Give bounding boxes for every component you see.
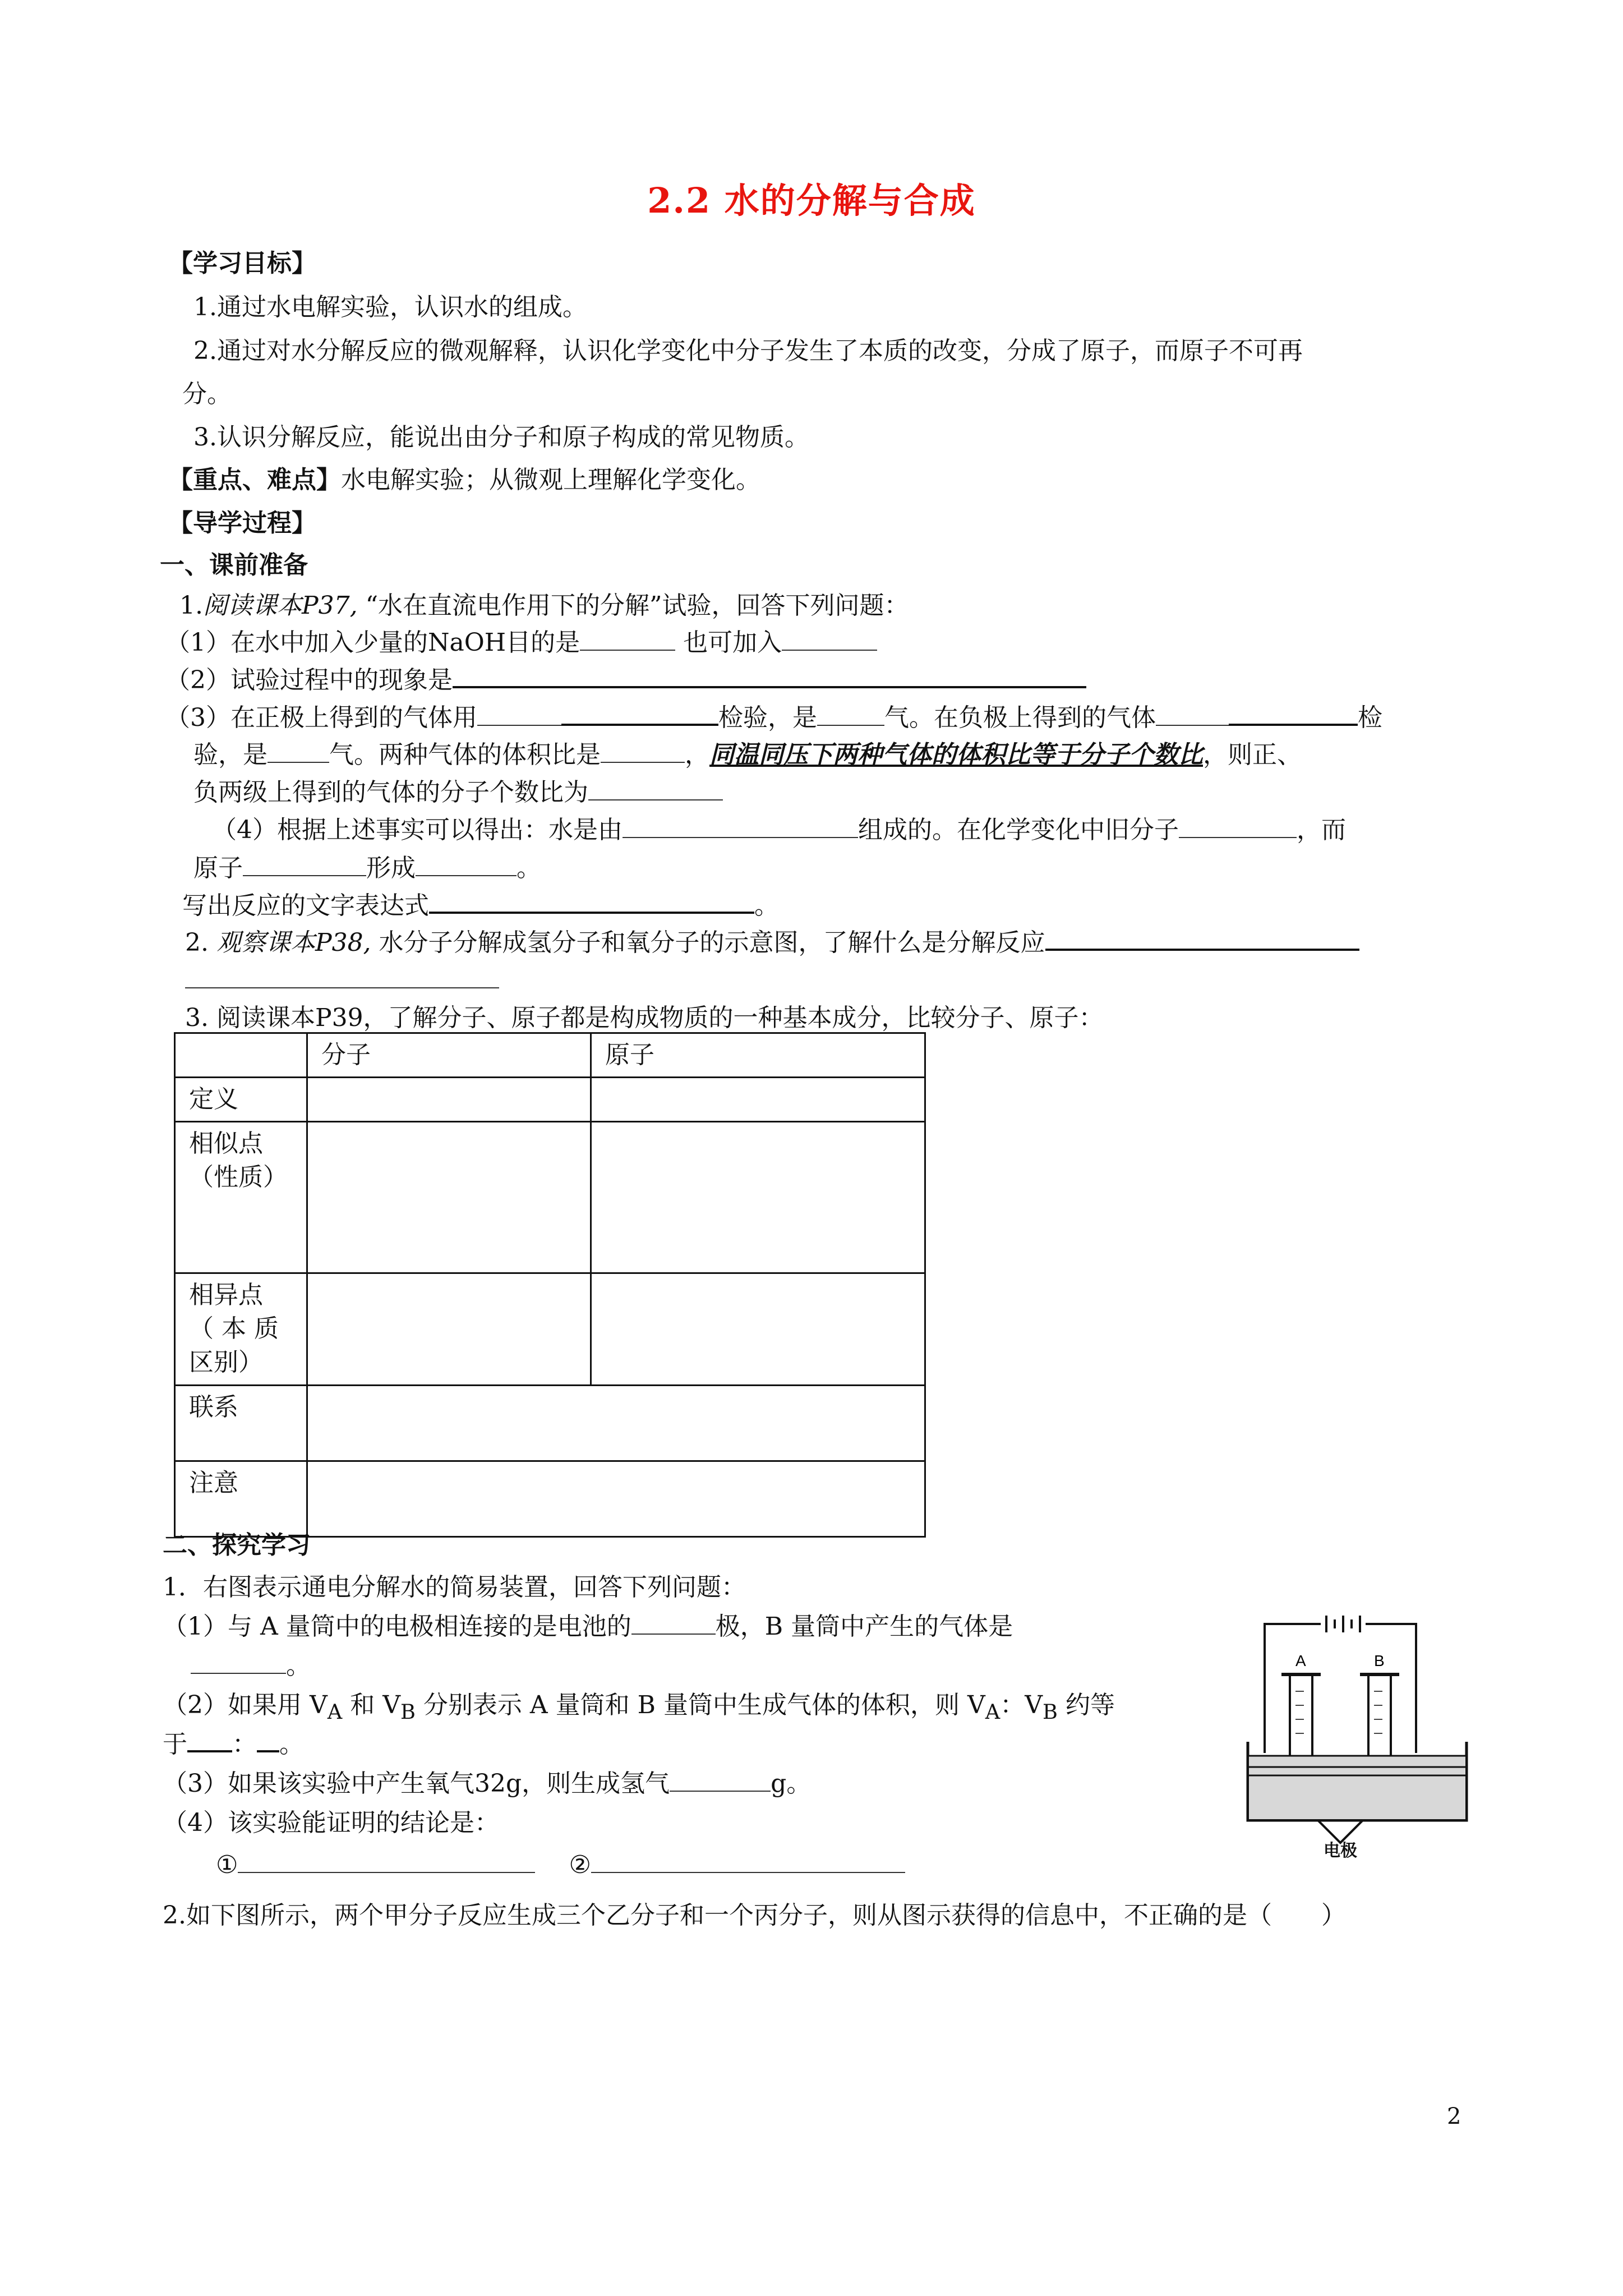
- table-cell[interactable]: [307, 1078, 591, 1122]
- process-heading: 【导学过程】: [168, 509, 316, 537]
- s1-q2-reference: 观察课本P38,: [216, 928, 371, 957]
- s1-q2-number: 2.: [185, 928, 216, 957]
- table-header-molecule: 分子: [307, 1033, 591, 1078]
- s2-q1-1: [163, 1610, 1013, 1644]
- section1-heading: 一、课前准备: [160, 551, 308, 579]
- answer-blank[interactable]: [588, 777, 723, 800]
- s2-q1-1-text-b: 极，B 量筒中产生的气体是: [715, 1612, 1013, 1641]
- s1-q1-3-text-g: ，: [685, 740, 709, 769]
- answer-blank[interactable]: [1229, 701, 1358, 726]
- s1-q1-3-line2: [193, 738, 1302, 772]
- table-cell[interactable]: [307, 1386, 925, 1461]
- answer-blank[interactable]: [1045, 926, 1359, 951]
- s2-q1-3: [163, 1767, 811, 1801]
- objective-3: 3.认识分解反应，能说出由分子和原子构成的常见物质。: [193, 423, 809, 452]
- s2-q1-3-text-b: g。: [771, 1769, 811, 1798]
- answer-blank[interactable]: [1156, 702, 1229, 726]
- table-cell[interactable]: [307, 1273, 591, 1386]
- s1-q1-5-text: 写出反应的文字表达式: [182, 891, 429, 920]
- page-number: 2: [1447, 2104, 1461, 2129]
- row-label-relation: 联系: [175, 1386, 307, 1461]
- table-cell[interactable]: [591, 1273, 925, 1386]
- table-header-atom: 原子: [591, 1033, 925, 1078]
- s1-q1-reference: 阅读课本P37,: [202, 591, 358, 620]
- electrolysis-apparatus-diagram: [1242, 1613, 1478, 1848]
- s1-q1-4-text-d: 原子: [193, 854, 243, 882]
- row-label-note: 注意: [175, 1461, 307, 1537]
- s1-q1-text: “水在直流电作用下的分解”试验，回答下列问题：: [357, 591, 909, 620]
- s1-q1-2-text: （2）试验过程中的现象是: [165, 666, 453, 694]
- s1-q1-3: [165, 701, 1382, 735]
- s1-q1-4-text: （4）根据上述事实可以得出：水是由: [212, 816, 623, 844]
- answer-blank[interactable]: [631, 1611, 716, 1635]
- answer-blank[interactable]: [416, 853, 517, 876]
- answer-blank[interactable]: [191, 1650, 286, 1674]
- s1-q1-3-text-c: 气。在负极上得到的气体: [884, 703, 1156, 732]
- s2-q1-2-text-c: 分别表示 A 量筒和 B 量筒中生成气体的体积，则 V: [415, 1691, 985, 1719]
- answer-blank[interactable]: [238, 1849, 535, 1873]
- s1-q2-line2: [185, 964, 499, 997]
- ratio-colon: ：: [232, 1730, 257, 1759]
- key-points-heading: 【重点、难点】: [168, 466, 341, 494]
- s2-q1-1-line2: [191, 1649, 311, 1683]
- objective-2: 2.通过对水分解反应的微观解释，认识化学变化中分子发生了本质的改变，分成了原子，而原子不可再: [193, 337, 1303, 365]
- s1-q1-3-text-d: 检: [1358, 703, 1382, 732]
- answer-blank[interactable]: [187, 1728, 232, 1752]
- s2-q1-2-text-e: 约等: [1057, 1691, 1115, 1719]
- conclusion-2-marker: ②: [569, 1851, 591, 1879]
- answer-blank[interactable]: [243, 853, 366, 876]
- s1-q1-1: [165, 626, 877, 660]
- row-label-definition: 定义: [175, 1078, 307, 1122]
- answer-blank[interactable]: [477, 702, 561, 726]
- s1-q1-2: [165, 664, 1086, 697]
- s2-q1-1-text-c: 。: [286, 1651, 311, 1680]
- s1-q1-3-text-j: 负两级上得到的气体的分子个数比为: [193, 778, 588, 807]
- s1-q1-number: 1.: [179, 591, 203, 620]
- s1-q1-4-line2: [193, 852, 541, 885]
- s1-q1-3-text-b: 检验，是: [718, 703, 817, 732]
- s2-q1-2: [163, 1688, 1115, 1729]
- row-label-similarity: 相似点 （性质）: [175, 1122, 307, 1273]
- table-cell[interactable]: [307, 1461, 925, 1537]
- s1-q1-3-line3: [193, 776, 723, 809]
- page-title: 2.2 水的分解与合成: [647, 180, 976, 221]
- table-row: [175, 1273, 925, 1386]
- s1-q1-4-text-c: ，而: [1297, 816, 1346, 844]
- s2-q1-2-text: （2）如果用 V: [163, 1691, 328, 1719]
- s2-q2: 2.如下图所示，两个甲分子反应生成三个乙分子和一个丙分子，则从图示获得的信息中，不正确的是（ ）: [163, 1901, 1346, 1930]
- key-points: [168, 463, 760, 497]
- answer-blank[interactable]: [591, 1849, 905, 1873]
- conclusion-1-marker: ①: [216, 1851, 238, 1879]
- table-row: [175, 1122, 925, 1273]
- table-cell[interactable]: [591, 1122, 925, 1273]
- objective-2-cont: 分。: [182, 380, 232, 408]
- s1-q1-3-emphasis: 同温同压下两种气体的体积比等于分子个数比: [709, 740, 1203, 769]
- s1-q1-5: [182, 889, 779, 923]
- s2-conclusions: [216, 1848, 905, 1882]
- objective-1: 1.通过水电解实验，认识水的组成。: [193, 293, 587, 321]
- subscript: B: [1043, 1699, 1058, 1724]
- s2-q1-2-text-b: 和 V: [342, 1691, 400, 1719]
- s1-q1-3-text: （3）在正极上得到的气体用: [165, 703, 477, 732]
- answer-blank[interactable]: [561, 701, 718, 726]
- table-row: [175, 1078, 925, 1122]
- s1-q1-4-text-b: 组成的。在化学变化中旧分子: [858, 816, 1179, 844]
- s2-q1: 1．右图表示通电分解水的简易装置，回答下列问题：: [163, 1573, 746, 1602]
- table-cell[interactable]: [591, 1078, 925, 1122]
- section2-heading: 二、探究学习: [163, 1531, 311, 1559]
- answer-blank[interactable]: [817, 702, 884, 726]
- table-row: [175, 1386, 925, 1461]
- answer-blank[interactable]: [453, 664, 1086, 688]
- answer-blank[interactable]: [429, 889, 754, 914]
- s1-q3: 3. 阅读课本P39，了解分子、原子都是构成物质的一种基本成分，比较分子、原子：: [185, 1004, 1104, 1032]
- s1-q1-3-text-f: 气。两种气体的体积比是: [329, 740, 601, 769]
- s1-q1-1-text-b: 也可加入: [675, 628, 782, 657]
- answer-blank[interactable]: [782, 627, 877, 651]
- answer-blank[interactable]: [623, 815, 858, 838]
- water-surface: [1249, 1756, 1465, 1819]
- s1-q1-4-text-f: 。: [517, 854, 541, 882]
- table-header-cell: [175, 1033, 307, 1078]
- subscript: A: [985, 1699, 1000, 1724]
- s2-q1-2-line2: [163, 1728, 304, 1761]
- answer-blank[interactable]: [670, 1768, 771, 1792]
- s1-q1-3-text-e: 验，是: [193, 740, 268, 769]
- table-row: [175, 1461, 925, 1537]
- electrode-caption: 电极: [1324, 1842, 1357, 1860]
- s2-q1-1-text: （1）与 A 量筒中的电极相连接的是电池的: [163, 1612, 631, 1641]
- s1-q2: [185, 926, 1359, 960]
- subscript: B: [400, 1699, 416, 1724]
- s2-q1-2-text-h: 。: [279, 1730, 304, 1759]
- answer-blank[interactable]: [185, 965, 499, 988]
- s1-q1-4: [212, 813, 1346, 847]
- s1-q1-3-text-i: ，则正、: [1203, 740, 1302, 769]
- s1-q1-4-text-e: 形成: [366, 854, 416, 882]
- tube-b-label: B: [1374, 1652, 1385, 1669]
- key-points-text: 水电解实验；从微观上理解化学变化。: [341, 466, 760, 494]
- s1-q2-text: 水分子分解成氢分子和氧分子的示意图，了解什么是分解反应: [371, 928, 1045, 957]
- s2-q1-2-text-f: 于: [163, 1730, 187, 1759]
- s2-q1-4: （4）该实验能证明的结论是：: [163, 1809, 499, 1837]
- answer-blank[interactable]: [601, 739, 685, 763]
- answer-blank[interactable]: [1179, 815, 1297, 838]
- s2-q1-3-text: （3）如果该实验中产生氧气32g，则生成氢气: [163, 1769, 670, 1798]
- comparison-table: [174, 1032, 926, 1538]
- objectives-heading: 【学习目标】: [168, 249, 316, 278]
- s1-q1: [179, 589, 909, 623]
- s1-q1-1-text: （1）在水中加入少量的NaOH目的是: [165, 628, 580, 657]
- answer-blank[interactable]: [580, 627, 675, 651]
- s1-q1-5-text-b: 。: [754, 891, 779, 920]
- answer-blank[interactable]: [268, 739, 329, 763]
- subscript: A: [327, 1699, 343, 1724]
- row-label-difference: 相异点 （ 本 质 区别）: [175, 1273, 307, 1386]
- answer-blank[interactable]: [257, 1728, 279, 1752]
- table-header-row: [175, 1033, 925, 1078]
- table-cell[interactable]: [307, 1122, 591, 1273]
- s2-q1-2-text-d: ：V: [1000, 1691, 1043, 1719]
- tube-a-label: A: [1295, 1652, 1306, 1669]
